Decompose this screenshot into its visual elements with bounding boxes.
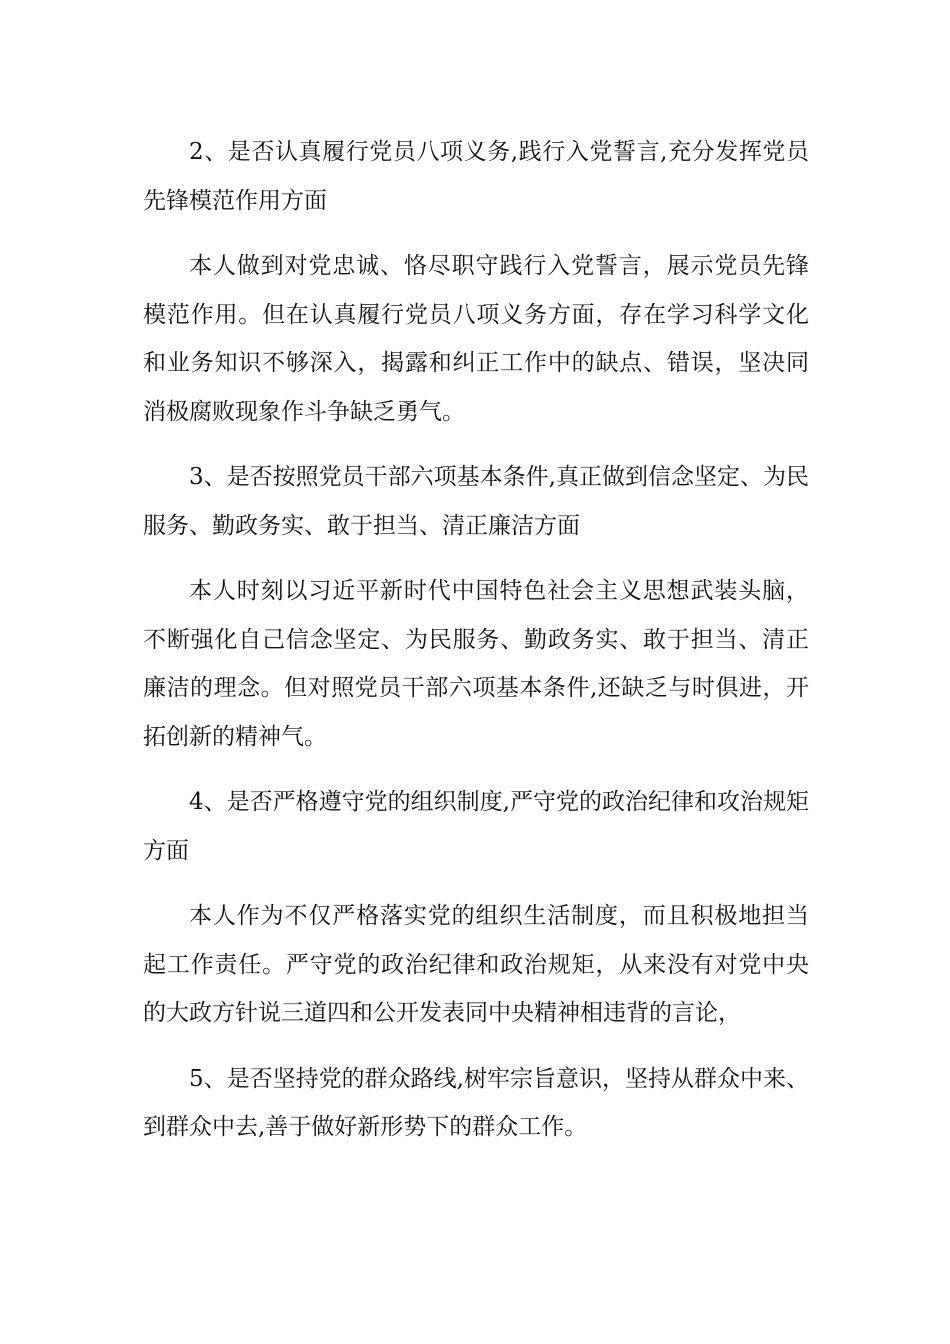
document-body: [143, 128, 809, 1169]
section-heading-2: 2、是否认真履行党员八项义务,践行入党誓言,充分发挥党员先锋模范作用方面: [143, 139, 809, 214]
section-heading-4: 4、是否严格遵守党的组织制度,严守党的政治纪律和攻治规矩方面: [143, 789, 809, 864]
section-heading-3: 3、是否按照党员干部六项基本条件,真正做到信念坚定、为民服务、勤政务实、敢于担当、清正廉洁方面: [143, 464, 809, 539]
section-heading-5: 5、是否坚持党的群众路线,树牢宗旨意识，坚持从群众中来、到群众中去,善于做好新形势下的群众工作。: [143, 1065, 809, 1140]
section-body-4: 本人作为不仅严格落实党的组织生活制度，而且积极地担当起工作责任。严守党的政治纪律和政治规矩，从来没有对党中央的大政方针说三道四和公开发表同中央精神相违背的言论，: [143, 903, 809, 1026]
section-body-3: 本人时刻以习近平新时代中国特色社会主义思想武装头脑，不断强化自己信念坚定、为民服务、勤政务实、敢于担当、清正廉洁的理念。但对照党员干部六项基本条件,还缺乏与时俱进，开拓创新的精神气。: [143, 578, 809, 750]
section-body-2: 本人做到对党忠诚、恪尽职守践行入党誓言，展示党员先锋模范作用。但在认真履行党员八项义务方面，存在学习科学文化和业务知识不够深入，揭露和纠正工作中的缺点、错误，坚决同消极腐败现象作斗争缺乏勇气。: [143, 253, 809, 425]
